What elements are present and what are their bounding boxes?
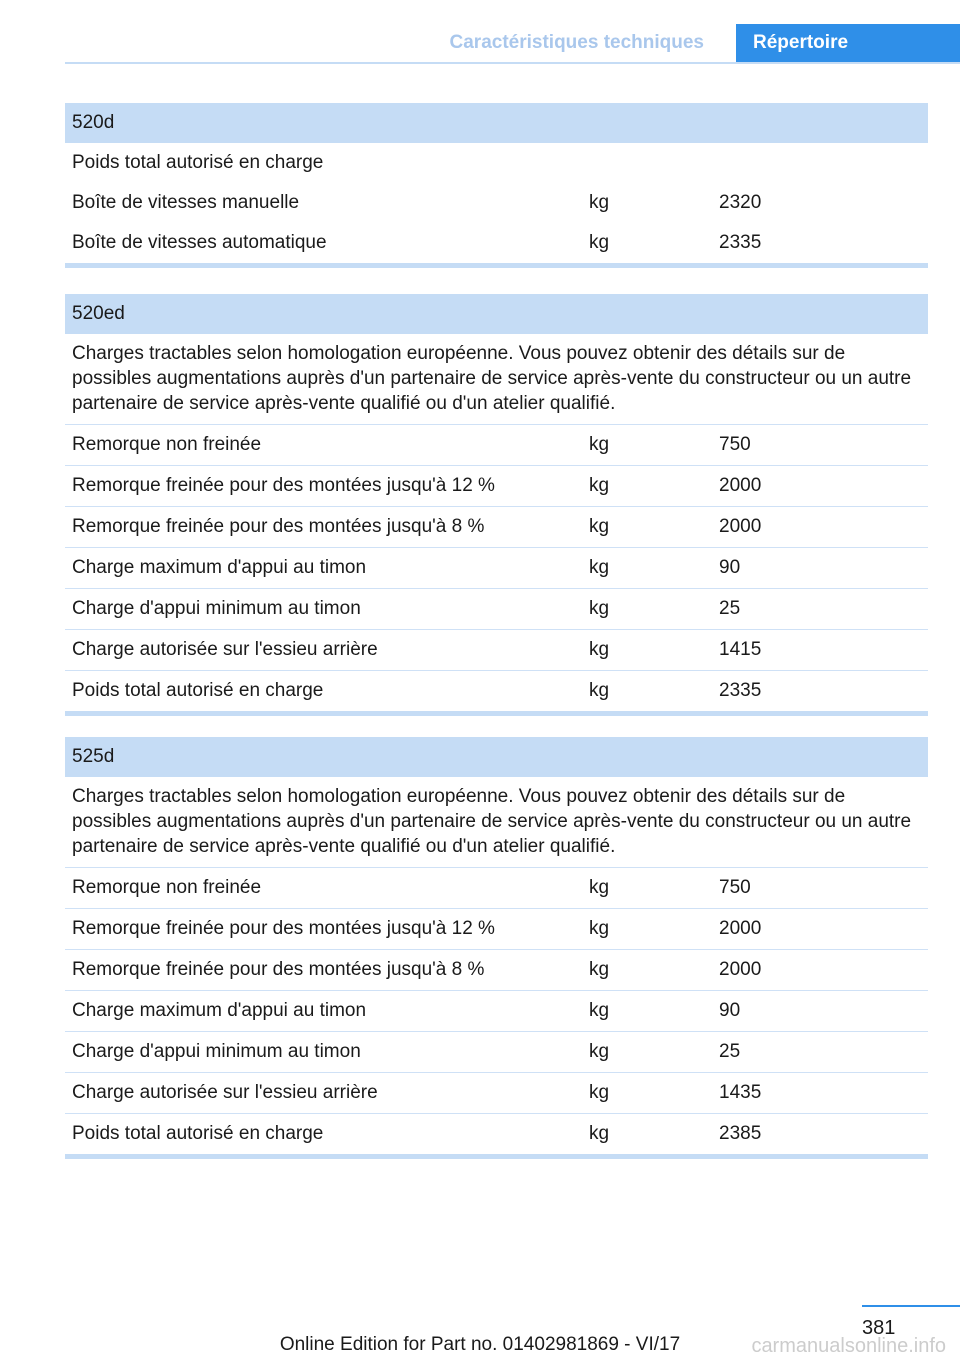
table-row	[65, 1032, 928, 1073]
block-title: 520ed	[65, 294, 928, 334]
table-row	[65, 425, 928, 466]
row-unit: kg	[589, 598, 610, 619]
block-title: 520d	[65, 103, 928, 143]
row-label: Remorque non freinée	[72, 877, 262, 898]
row-label: Poids total autorisé en charge	[72, 680, 324, 701]
row-label: Remorque freinée pour des montées jusqu'à 8 %	[72, 959, 485, 980]
row-value: 1415	[719, 639, 762, 660]
row-value: 2320	[719, 192, 762, 213]
row-value: 25	[719, 1041, 741, 1062]
block-note: Charges tractables selon homologation européenne. Vous pouvez obtenir des détails sur de possibles augmentations auprès d'un partenaire de service après-vente du constructeur ou un autre partenaire de service après-vente qualifié ou d'un atelier qualifié.	[65, 334, 928, 425]
block-subtitle: Poids total autorisé en charge	[72, 152, 324, 173]
row-label: Boîte de vitesses manuelle	[72, 192, 300, 213]
row-value: 2000	[719, 475, 762, 496]
row-value: 90	[719, 557, 741, 578]
table-row	[65, 507, 928, 548]
table-row	[65, 589, 928, 630]
row-unit: kg	[589, 557, 610, 578]
row-unit: kg	[589, 434, 610, 455]
row-unit: kg	[589, 918, 610, 939]
table-row	[65, 671, 928, 711]
row-label: Charge maximum d'appui au timon	[72, 557, 367, 578]
row-unit: kg	[589, 1123, 610, 1144]
row-label: Charge d'appui minimum au timon	[72, 598, 361, 619]
table-row	[65, 909, 928, 950]
table-row	[65, 991, 928, 1032]
table-row	[65, 466, 928, 507]
row-label: Remorque freinée pour des montées jusqu'à 8 %	[72, 516, 485, 537]
row-value: 750	[719, 877, 751, 898]
row-value: 2335	[719, 680, 762, 701]
table-row	[65, 1114, 928, 1154]
block-note: Charges tractables selon homologation européenne. Vous pouvez obtenir des détails sur de possibles augmentations auprès d'un partenaire de service après-vente du constructeur ou un autre partenaire de service après-vente qualifié ou d'un atelier qualifié.	[65, 777, 928, 868]
block-subtitle-row	[65, 143, 928, 183]
row-unit: kg	[589, 1000, 610, 1021]
watermark: carmanualsonline.info	[751, 1335, 946, 1357]
footer-rule	[862, 1305, 960, 1307]
row-unit: kg	[589, 475, 610, 496]
row-label: Charge autorisée sur l'essieu arrière	[72, 639, 378, 660]
block-divider	[65, 711, 928, 716]
row-value: 90	[719, 1000, 741, 1021]
row-label: Remorque non freinée	[72, 434, 262, 455]
row-unit: kg	[589, 680, 610, 701]
row-value: 2000	[719, 516, 762, 537]
table-row	[65, 1073, 928, 1114]
table-row	[65, 868, 928, 909]
spec-block-525d	[65, 737, 928, 1159]
row-value: 2000	[719, 918, 762, 939]
row-value: 2335	[719, 232, 762, 253]
row-label: Charge d'appui minimum au timon	[72, 1041, 361, 1062]
row-label: Poids total autorisé en charge	[72, 1123, 324, 1144]
table-row	[65, 950, 928, 991]
block-divider	[65, 1154, 928, 1159]
row-unit: kg	[589, 959, 610, 980]
row-value: 2385	[719, 1123, 762, 1144]
row-unit: kg	[589, 1082, 610, 1103]
table-row	[65, 183, 928, 223]
block-title: 525d	[65, 737, 928, 777]
row-unit: kg	[589, 232, 610, 253]
table-row	[65, 548, 928, 589]
row-unit: kg	[589, 877, 610, 898]
spec-block-520d	[65, 103, 928, 268]
edition-footer: Online Edition for Part no. 01402981869 - VI/17	[279, 1334, 681, 1355]
row-value: 2000	[719, 959, 762, 980]
row-unit: kg	[589, 1041, 610, 1062]
tab-repertoire[interactable]: Répertoire	[736, 24, 960, 62]
row-unit: kg	[589, 192, 610, 213]
row-label: Charge maximum d'appui au timon	[72, 1000, 367, 1021]
page-number: 381	[862, 1317, 896, 1339]
spec-block-520ed	[65, 294, 928, 716]
row-value: 750	[719, 434, 751, 455]
row-label: Charge autorisée sur l'essieu arrière	[72, 1082, 378, 1103]
block-divider	[65, 263, 928, 268]
section-title[interactable]: Caractéristiques techniques	[449, 32, 704, 53]
row-value: 1435	[719, 1082, 762, 1103]
table-row	[65, 223, 928, 263]
row-label: Remorque freinée pour des montées jusqu'à 12 %	[72, 475, 495, 496]
row-label: Boîte de vitesses automatique	[72, 232, 327, 253]
row-unit: kg	[589, 639, 610, 660]
row-value: 25	[719, 598, 741, 619]
row-unit: kg	[589, 516, 610, 537]
page-header	[65, 24, 960, 64]
row-label: Remorque freinée pour des montées jusqu'à 12 %	[72, 918, 495, 939]
table-row	[65, 630, 928, 671]
